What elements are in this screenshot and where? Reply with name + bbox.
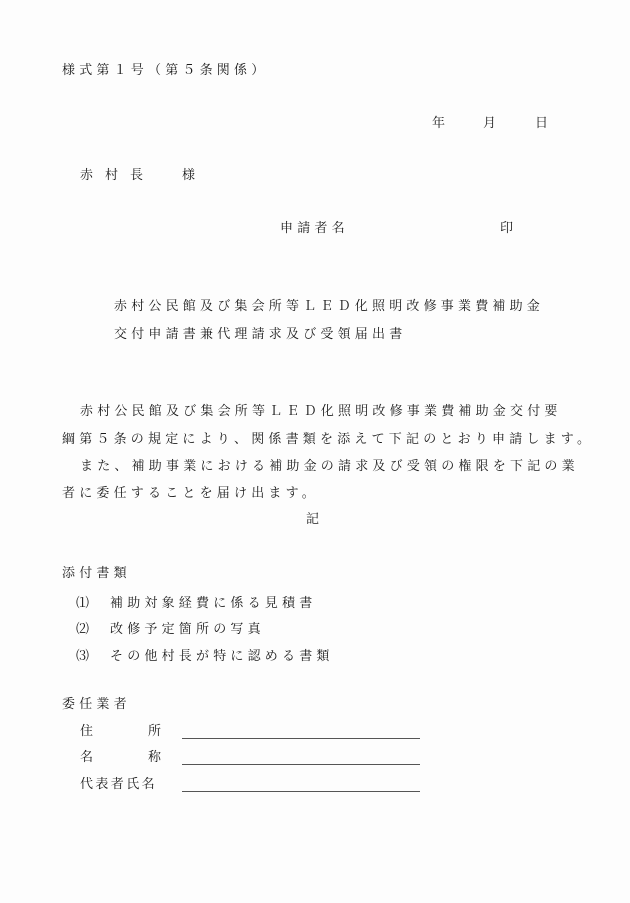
date-day-label: 日 — [535, 116, 549, 131]
addressee-honorific: 様 — [182, 168, 196, 183]
applicant-label: 申請者名 — [280, 221, 349, 236]
address-label-b: 所 — [148, 724, 162, 739]
company-name-label-b: 称 — [148, 750, 162, 765]
addressee-name: 赤村長 — [80, 168, 156, 183]
representative-label: 代表者氏名 — [80, 777, 158, 792]
attachment-3-number: ⑶ — [76, 649, 90, 664]
company-name-label-a: 名 — [80, 750, 94, 765]
body-para1-line2: 綱第５条の規定により、関係書類を添えて下記のとおり申請します。 — [62, 432, 595, 447]
attachment-2-text: 改修予定箇所の写真 — [110, 622, 265, 637]
delegate-heading: 委任業者 — [62, 697, 131, 712]
document-title-line1: 赤村公民館及び集会所等ＬＥＤ化照明改修事業費補助金 — [114, 299, 545, 314]
body-para1-line1: 赤村公民館及び集会所等ＬＥＤ化照明改修事業費補助金交付要 — [80, 404, 562, 419]
attachment-1-text: 補助対象経費に係る見積書 — [110, 596, 317, 611]
company-name-input-line[interactable] — [182, 764, 420, 765]
representative-input-line[interactable] — [182, 791, 420, 792]
attachment-1-number: ⑴ — [76, 596, 90, 611]
body-para2-line2: 者に委任することを届け出ます。 — [62, 486, 319, 501]
document-title-line2: 交付申請書兼代理請求及び受領届出書 — [114, 327, 407, 342]
address-input-line[interactable] — [182, 738, 420, 739]
body-para2-line1: また、補助事業における補助金の請求及び受領の権限を下記の業 — [80, 459, 579, 474]
attachments-heading: 添付書類 — [62, 566, 131, 581]
ki-heading: 記 — [306, 512, 320, 527]
form-number: 様式第１号（第５条関係） — [62, 63, 269, 78]
attachment-3-text: その他村長が特に認める書類 — [110, 649, 334, 664]
date-month-label: 月 — [483, 116, 497, 131]
address-label-a: 住 — [80, 724, 94, 739]
attachment-2-number: ⑵ — [76, 622, 90, 637]
seal-mark: 印 — [500, 221, 514, 236]
date-year-label: 年 — [432, 116, 446, 131]
